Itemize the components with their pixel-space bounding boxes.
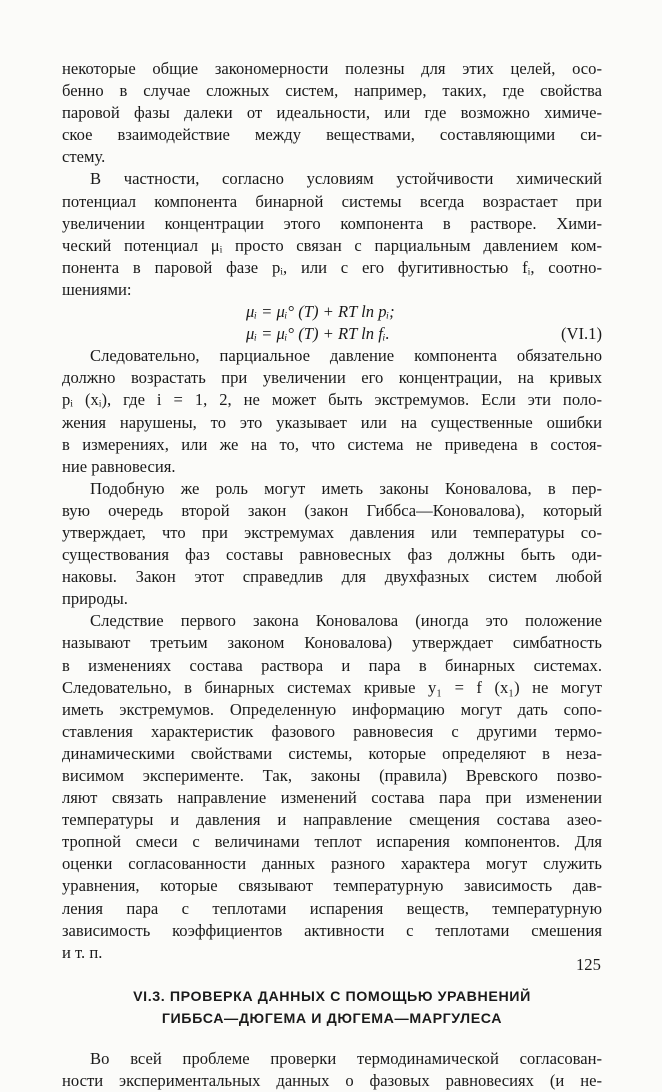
text-line: ления пара с теплотами испарения веществ, температурную — [62, 898, 602, 918]
text-line: бенно в случае сложных систем, например, таких, где свойства — [62, 81, 602, 101]
text-line: Во всей проблеме проверки термодинамической согласован- — [90, 1048, 602, 1068]
paragraph-1 — [62, 58, 602, 168]
text-line: оценки согласованности данных разного характера могут служить — [62, 854, 602, 874]
text-line: наковы. Закон этот справедлив для двухфазных систем любой — [62, 567, 602, 587]
text-line: ческий потенциал μᵢ просто связан с парциальным давлением ком- — [62, 235, 602, 255]
section-heading — [62, 986, 602, 1030]
equation-line-2 — [62, 323, 602, 345]
equation-formula: μᵢ = μᵢ° (T) + RT ln fᵢ. — [246, 324, 390, 344]
text-line: и т. п. — [62, 942, 103, 962]
equation-block — [62, 301, 602, 345]
text-line: уравнения, которые связывают температурную зависимость дав- — [62, 876, 602, 896]
text-line: потенциал компонента бинарной системы всегда возрастает при — [62, 191, 602, 211]
text-line: ляют связать направление изменений состава пара при изменении — [62, 788, 602, 808]
text-line: существования фаз составы равновесных фаз должны быть оди- — [62, 545, 602, 565]
text-line: называют третьим законом Коновалова) утверждает симбатность — [62, 633, 602, 653]
section-heading-line-2: ГИББСА—ДЮГЕМА И ДЮГЕМА—МАРГУЛЕСА — [161, 1010, 503, 1027]
text-line: ское взаимодействие между веществами, составляющими си- — [62, 125, 602, 145]
text-line: динамическими свойствами системы, которые определяют в неза- — [62, 743, 602, 763]
text-line: ставления характеристик фазового равновесия с другими термо- — [62, 721, 602, 741]
text-line: паровой фазы далеки от идеальности, или где возможно химиче- — [62, 103, 602, 123]
text-line: шениями: — [62, 279, 132, 299]
text-line: В частности, согласно условиям устойчивости химический — [90, 169, 602, 189]
text-line: Следовательно, в бинарных системах кривые y₁ = f (x₁) не могут — [62, 677, 602, 697]
text-line: висимом эксперименте. Так, законы (правила) Вревского позво- — [62, 766, 602, 785]
text-line: Следствие первого закона Коновалова (иногда это положение — [90, 611, 602, 631]
page-number: 125 — [576, 955, 601, 974]
text-line: зависимость коэффициентов активности с теплотами смешения — [62, 920, 602, 940]
equation-line-1 — [62, 301, 602, 323]
text-line: Подобную же роль могут иметь законы Коновалова, в пер- — [90, 478, 602, 498]
paragraph-6 — [62, 1048, 602, 1092]
text-line: в изменениях состава раствора и пара в бинарных системах. — [62, 655, 602, 675]
text-line: природы. — [62, 589, 128, 609]
text-line: утверждает, что при экстремумах давления или температуры со- — [62, 522, 602, 542]
text-line: ние равновесия. — [62, 456, 176, 476]
paragraph-2 — [62, 168, 602, 301]
text-line: увеличении концентрации этого компонента в растворе. Хими- — [62, 213, 602, 233]
text-line: иметь экстремумов. Определенную информацию могут дать сопо- — [62, 699, 602, 719]
text-line: жения нарушены, то это указывает или на существенные ошибки — [62, 412, 602, 432]
text-line: pᵢ (xᵢ), где i = 1, 2, не может быть экстремумов. Если эти поло- — [62, 390, 602, 410]
paragraph-4 — [62, 478, 602, 611]
paragraph-3 — [62, 345, 602, 478]
text-line: должно возрастать при увеличении его концентрации, на кривых — [62, 368, 602, 388]
text-line: Следовательно, парциальное давление компонента обязательно — [90, 346, 602, 366]
text-line: понента в паровой фазе pᵢ, или с его фугитивностью fᵢ, соотно- — [62, 257, 602, 277]
equation-formula: μᵢ = μᵢ° (T) + RT ln pᵢ; — [246, 302, 395, 322]
text-line: ности экспериментальных данных о фазовых равновесиях (и не- — [62, 1070, 602, 1090]
section-heading-line-1: VI.3. ПРОВЕРКА ДАННЫХ С ПОМОЩЬЮ УРАВНЕНИЙ — [133, 988, 531, 1005]
equation-number: (VI.1) — [560, 324, 602, 344]
text-line: в измерениях, или же на то, что система не приведена в состоя- — [62, 434, 602, 454]
page-body — [62, 58, 602, 1092]
text-line: температуры и давления и направление смещения состава азео- — [62, 810, 602, 830]
text-line: стему. — [62, 147, 106, 167]
text-line: вую очередь второй закон (закон Гиббса—Коновалова), который — [62, 500, 602, 520]
paragraph-5 — [62, 610, 602, 964]
text-line: тропной смеси с величинами теплот испарения компонентов. Для — [62, 832, 602, 852]
text-line: некоторые общие закономерности полезны для этих целей, осо- — [62, 59, 602, 78]
